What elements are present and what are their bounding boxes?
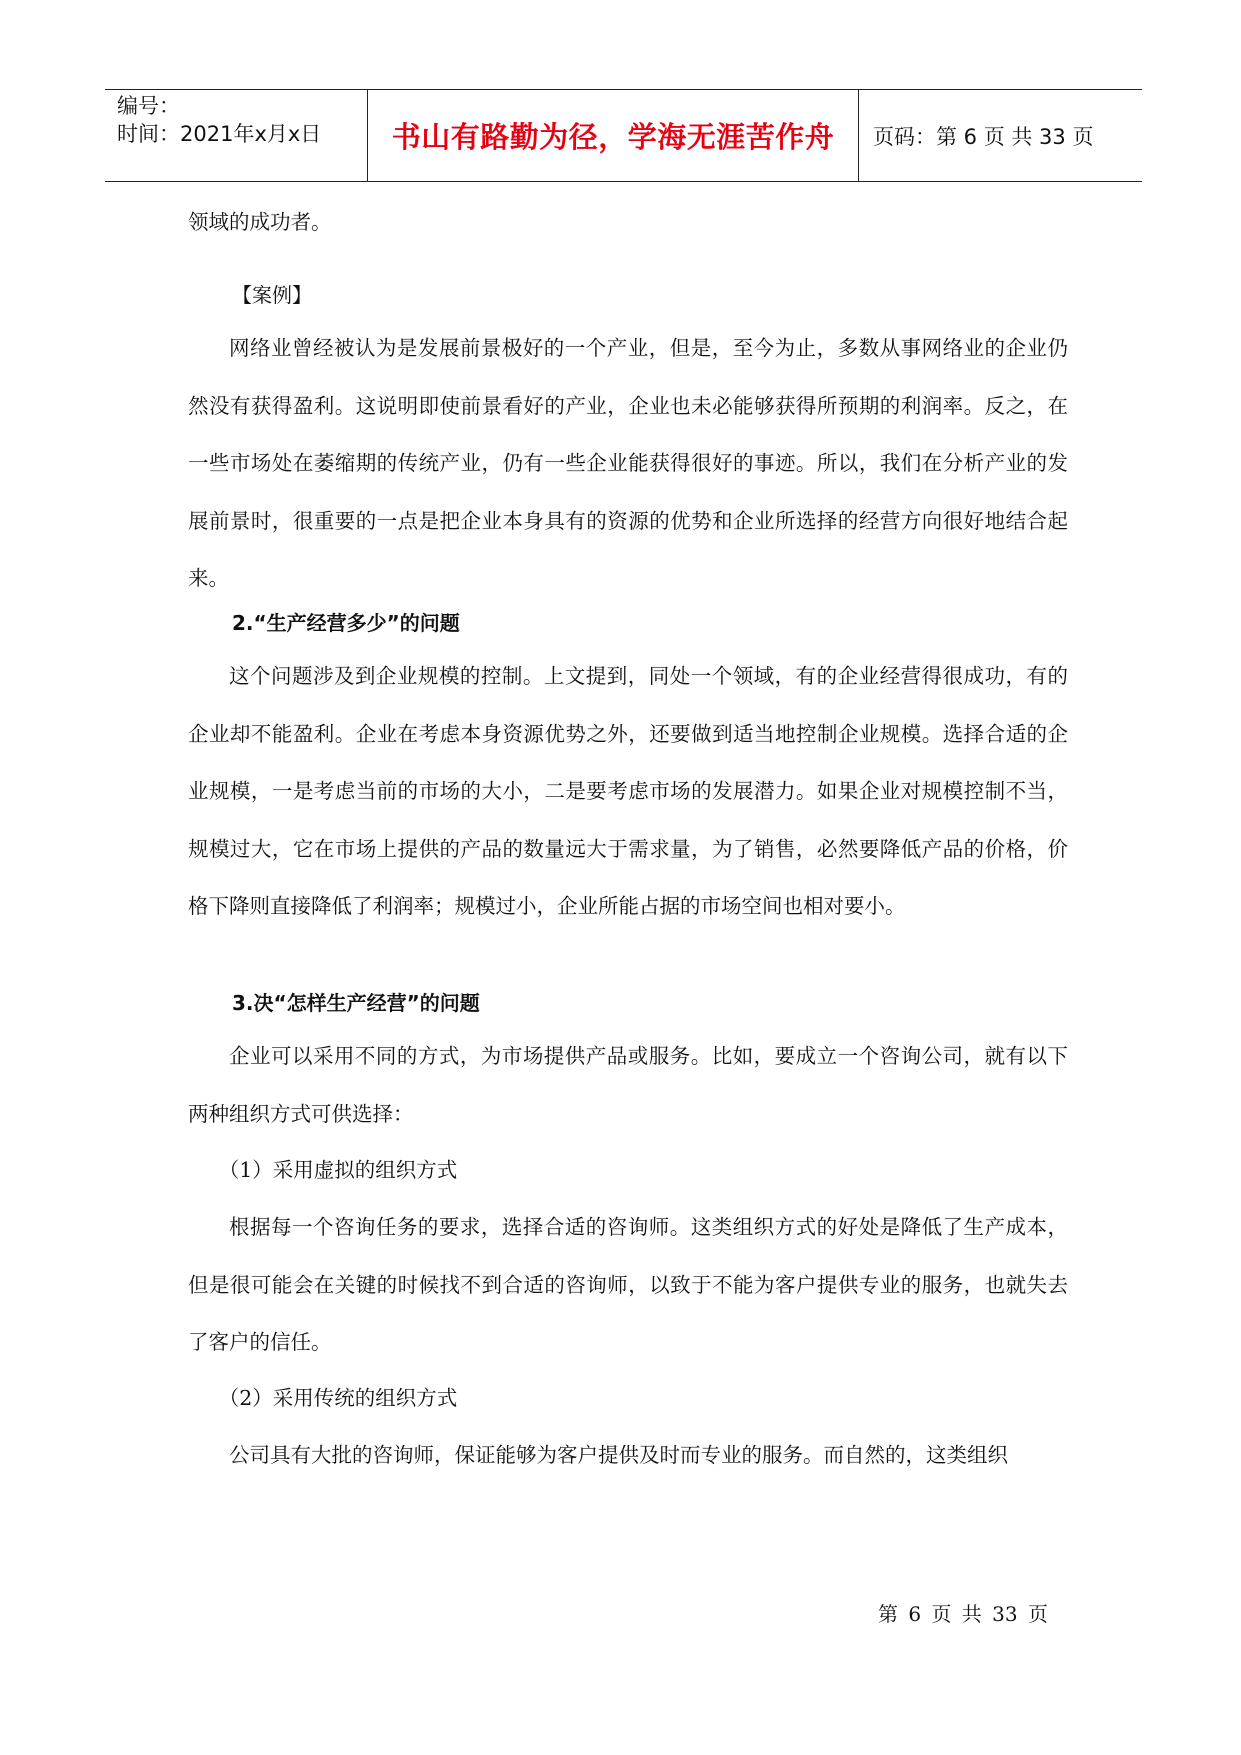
document-time-label: 时间：2021年x月x日 xyxy=(117,122,322,146)
section-2-paragraph: 这个问题涉及到企业规模的控制。上文提到，同处一个领域，有的企业经营得很成功，有的企业却不能盈利。企业在考虑本身资源优势之外，还要做到适当地控制企业规模。选择合适的企业规模，一是考虑当前的市场的大小，二是要考虑市场的发展潜力。如果企业对规模控制不当，规模过大，它在市场上提供的产品的数量远大于需求量，为了销售，必然要降低产品的价格，价格下降则直接降低了利润率；规模过小，企业所能占据的市场空间也相对要小。 xyxy=(188,664,1068,918)
section-3-heading: 3.决“怎样生产经营”的问题 xyxy=(232,991,480,1015)
paragraph-continuation: 领域的成功者。 xyxy=(188,210,332,234)
header-meta-cell xyxy=(105,90,368,181)
header-motto-cell xyxy=(368,90,859,181)
option-2-paragraph: 公司具有大批的咨询师，保证能够为客户提供及时而专业的服务。而自然的，这类组织 xyxy=(229,1443,1008,1467)
header-page-number: 页码：第 6 页 共 33 页 xyxy=(873,124,1094,149)
header-page-cell xyxy=(859,90,1142,181)
header-motto: 书山有路勤为径，学海无涯苦作舟 xyxy=(391,120,835,154)
section-3-paragraph: 企业可以采用不同的方式，为市场提供产品或服务。比如，要成立一个咨询公司，就有以下两种组织方式可供选择： xyxy=(188,1044,1068,1126)
case-paragraph: 网络业曾经被认为是发展前景极好的一个产业，但是，至今为止，多数从事网络业的企业仍然没有获得盈利。这说明即使前景看好的产业，企业也未必能够获得所预期的利润率。反之，在一些市场处在萎缩期的传统产业，仍有一些企业能获得很好的事迹。所以，我们在分析产业的发展前景时，很重要的一点是把企业本身具有的资源的优势和企业所选择的经营方向很好地结合起来。 xyxy=(188,336,1068,590)
page-footer: 第 6 页 共 33 页 xyxy=(878,1602,1048,1626)
case-heading: 【案例】 xyxy=(232,283,312,307)
option-2-heading: （2）采用传统的组织方式 xyxy=(218,1386,458,1410)
option-1-paragraph: 根据每一个咨询任务的要求，选择合适的咨询师。这类组织方式的好处是降低了生产成本，但是很可能会在关键的时候找不到合适的咨询师，以致于不能为客户提供专业的服务，也就失去了客户的信任。 xyxy=(188,1215,1068,1354)
document-number-label: 编号： xyxy=(117,94,180,118)
section-2-heading: 2.“生产经营多少”的问题 xyxy=(232,611,460,635)
option-1-heading: （1）采用虚拟的组织方式 xyxy=(218,1158,458,1182)
page-header xyxy=(105,89,1142,182)
